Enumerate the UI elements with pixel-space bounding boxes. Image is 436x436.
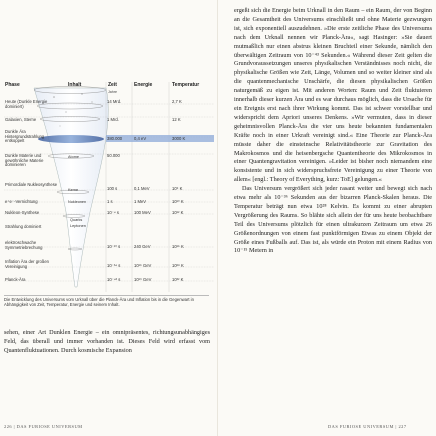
inner-label-kerne: Kerne bbox=[68, 188, 79, 192]
row-temp: 10⁹ K bbox=[172, 186, 183, 191]
inner-label-quarks: Quarks bbox=[70, 218, 83, 222]
row-phase: e⁺e⁻-Vernichtung bbox=[5, 199, 38, 204]
row-time: 100 s bbox=[107, 186, 118, 191]
row-phase: Galaxien, Sterne bbox=[5, 117, 37, 122]
paragraph: Das Universum vergrößert sich jeder rasant weiter und bewegt sich nach etwa mehr als 10⁻³⁶ Sekunden aus der bizarren Planck-Skalen heraus. Die Temperatur beträgt nun etwa 10²⁸ Kelvin. Es kommt zu einer abrupten Vergrößerung des Raums. So blähte sich allein der für uns heute beobachtbare Teil des Universums plötzlich für einen ultrakurzen Zeitraum um etwa 26 Größenordnungen von einem fast punktförmigen Etwas zu einem Objekt der Größe eines Fußballs auf. Das ist, als würde ein Proton mit einem Radius von 10⁻¹⁵ Metern in bbox=[234, 185, 432, 255]
inner-label-leptonen: Leptonen bbox=[70, 224, 86, 228]
row-energy: 240 GeV bbox=[134, 244, 151, 249]
row-phase: Nukleon-Synthese bbox=[5, 210, 40, 215]
figure-caption: Die Entwicklung des Universums vom Urknall über die Planck-Ära und Inflation bis in die Gegenwart in Abhängigkeit von Zeit, Temperatur, Energie und seinem Inhalt. bbox=[4, 297, 194, 308]
row-energy: 1 MeV bbox=[134, 199, 147, 204]
row-time: 380.000 bbox=[107, 136, 123, 141]
row-energy: 100 MeV bbox=[134, 210, 151, 215]
inner-label-nukleonen: Nukleonen bbox=[68, 200, 87, 204]
universe-evolution-diagram bbox=[4, 82, 214, 294]
row-time: 10⁻⁴³ s bbox=[107, 277, 121, 282]
row-time: 1 Mrd. bbox=[107, 117, 119, 122]
row-phase: Dunkle Ära Hintergrundstrahlung entkoppelt bbox=[5, 129, 45, 144]
footer-left: 226 | DAS FURIOSE UNIVERSUM bbox=[4, 424, 83, 429]
inner-label-atome: Atome bbox=[68, 155, 79, 159]
row-energy: 0,4 eV bbox=[134, 136, 147, 141]
col-header-zeit: Zeit bbox=[108, 82, 117, 88]
row-phase: Planck-Ära bbox=[5, 277, 26, 282]
row-temp: 10¹⁰ K bbox=[172, 199, 184, 204]
left-body-text bbox=[4, 329, 210, 356]
row-phase: Primordiale Nukleosynthese bbox=[5, 182, 58, 187]
col-header-temperatur: Temperatur bbox=[172, 82, 200, 88]
right-page bbox=[218, 0, 436, 436]
row-energy: 10¹⁹ GeV bbox=[134, 277, 152, 282]
paragraph: sehen, einer Art Dunklen Energie – ein omnipräsentes, richtungsunabhängiges Feld, das überall und immer vorhanden ist. Dieses Feld wird erfasst vom Quantenfluktuationen. Durch kosmische Expansion bbox=[4, 329, 210, 354]
row-phase: Dunkle Materie und gewöhnliche Materie dominieren bbox=[5, 153, 44, 168]
row-energy: 0,1 MeV bbox=[134, 186, 150, 191]
row-temp: 2,7 K bbox=[172, 99, 182, 104]
row-phase: Strahlung dominiert bbox=[5, 224, 42, 229]
row-time: 50.000 bbox=[107, 153, 120, 158]
row-temp: 12 K bbox=[172, 117, 181, 122]
col-header-inhalt: Inhalt bbox=[68, 82, 82, 88]
row-time: 14 Mrd. bbox=[107, 99, 122, 104]
row-temp: 10¹⁵ K bbox=[172, 244, 184, 249]
row-time: 10⁻³⁴ s bbox=[107, 263, 121, 268]
caption-divider bbox=[4, 295, 209, 296]
col-header-energie: Energie bbox=[134, 82, 153, 88]
col-header-phase: Phase bbox=[5, 82, 20, 88]
paragraph: ergeßt sich die Energie beim Urknall in den Raum – ein Raum, der von Beginn an die Gesamtheit des Universums einschließt und ohne Materie gezwungen ist, sich exponentiell auszudehnen. »Die erste zeitliche Phase des Universums nach dem Urknall nennen wir Planck-Ära«, sagt Hasinger: »Sie dauert mutmaßlich nur einen abstrus kleinen Bruchteil einer Sekunde, nämlich den überwältigen Zeitraum von 10⁻⁴³ Sekunden.« Während dieser Zeit gelten die Grundvoraussetzungen unseres physikalischen Verständnisses noch nicht, die physikalische Größen wie Zeit, Länge, Volumen und so weiter kleiner sind als die quantenmechanische Unschärfe, die diesen physikalischen Größen naturgemäß zu eigen ist. Mit anderen Worten: Raum und Zeit fluktuieren innerhalb dieser kurzen Ära und es war durchaus möglich, dass die Ursache für ein Ereignis erst nach ihrer Wirkung kommt. Das ist schwer vorstellbar und widerspricht dem Apriori unseres Denkens. »Wir vermuten, dass in dieser geheimnisvollen Planck-Ära die vier uns heute bekannten fundamentalen Kräfte noch in einer Urkraft vereinigt sind.« Eine Theorie zur Planck-Ära müsste daher die einsteinsche Relativitätstheorie zur Gravitation des Makrokosmos und die heisenbergsche Quantentheorie des Mikrokosmos in einer Quantengravitation vereinigen. »Leider ist bisher noch niemandem eine konsistente und in sich widerspruchsfreie Vereinigung zu einer Theorie von allem« [engl.: Theory of Everything, kurz: ToE] gelungen.« bbox=[234, 7, 432, 184]
row-time: 1 s bbox=[107, 199, 113, 204]
row-phase: Inflation Ära der großen Vereinigung bbox=[5, 259, 49, 269]
row-phase: Heute (Dunkle Energie dominiert) bbox=[5, 99, 48, 109]
right-body-text bbox=[234, 7, 432, 256]
row-temp: 10¹² K bbox=[172, 210, 184, 215]
row-energy: 10¹⁶ GeV bbox=[134, 263, 152, 268]
footer-right: DAS FURIOSE UNIVERSUM | 227 bbox=[328, 424, 407, 429]
row-temp: 10³² K bbox=[172, 277, 184, 282]
row-time: 10⁻¹⁰ s bbox=[107, 244, 121, 249]
col-header-zeit-unit: Jahre bbox=[108, 90, 117, 94]
row-temp: 3000 K bbox=[172, 136, 186, 141]
row-temp: 10²⁸ K bbox=[172, 263, 184, 268]
row-time: 10⁻⁴ s bbox=[107, 210, 119, 215]
row-phase: elektroschwache Symmetriebrechung bbox=[5, 240, 43, 250]
